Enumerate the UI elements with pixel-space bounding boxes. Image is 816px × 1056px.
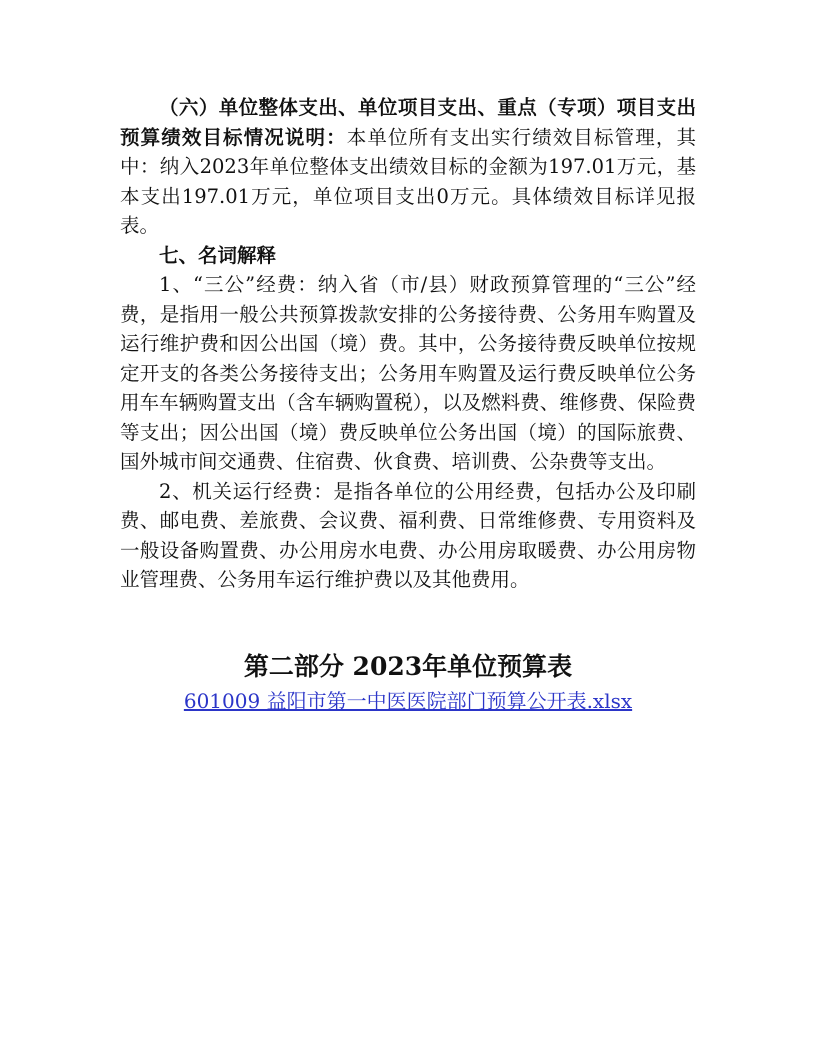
budget-table-file-link[interactable]: 601009 益阳市第一中医医院部门预算公开表.xlsx	[183, 689, 633, 713]
part2-title: 第二部分 2023年单位预算表	[243, 652, 573, 681]
document-body	[120, 93, 696, 595]
section6-heading: （六）单位整体支出、单位项目支出、重点（专项）项目支出预算绩效目标情况说明：	[120, 96, 696, 149]
section6-paragraph	[120, 93, 696, 241]
term-agency-operating-expenses: 2、机关运行经费：是指各单位的公用经费，包括办公及印刷费、邮电费、差旅费、会议费、福利费、日常维修费、专用资料及一般设备购置费、办公用房水电费、办公用房取暖费、办公用房物业管理费、公务用车运行维护费以及其他费用。	[120, 479, 696, 591]
term-three-public-expenses: 1、“三公”经费：纳入省（市/县）财政预算管理的“三公”经费，是指用一般公共预算拨款安排的公务接待费、公务用车购置及运行维护费和因公出国（境）费。其中，公务接待费反映单位按规定开支的各类公务接待支出；公务用车购置及运行费反映单位公务用车车辆购置支出（含车辆购置税），以及燃料费、维修费、保险费等支出；因公出国（境）费反映单位公务出国（境）的国际旅费、国外城市间交通费、住宿费、伙食费、培训费、公杂费等支出。	[120, 273, 696, 473]
section7-heading: 七、名词解释	[159, 243, 277, 267]
section6-body: 本单位所有支出实行绩效目标管理，其中：纳入2023年单位整体支出绩效目标的金额为197.01万元，基本支出197.01万元，单位项目支出0万元。具体绩效目标详见报表。	[120, 125, 696, 237]
